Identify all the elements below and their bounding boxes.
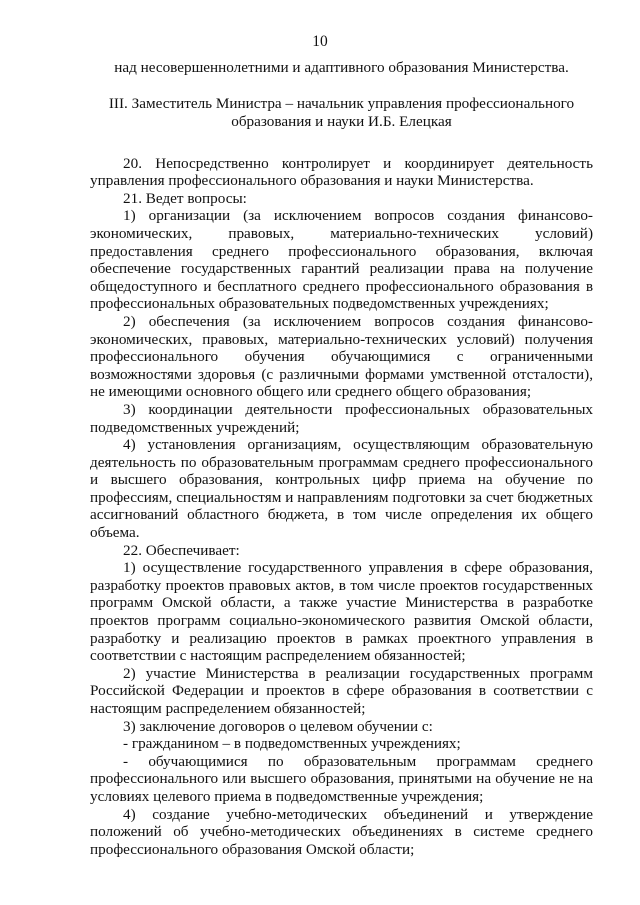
paragraph-22-item-4: 4) создание учебно-методических объединений и утверждение положений об учебно-методических объединениях в системе среднего профессионального образования Омской области; (90, 805, 593, 858)
paragraph-22: 22. Обеспечивает: (123, 541, 240, 559)
paragraph-21-item-1: 1) организации (за исключением вопросов создания финансово-экономических, правовых, материально-технических условий) предоставления среднего профессионального образования, включая обеспечение государственных гарантий реализации права на получение общедоступного и бесплатного среднего профессионального образования в профессиональных образовательных подведомственных учреждениях; (90, 207, 593, 313)
paragraph-21-item-3: 3) координации деятельности профессиональных образовательных подведомственных учреждений; (90, 400, 593, 436)
paragraph-22-item-2: 2) участие Министерства в реализации государственных программ Российской Федерации и проектов в сфере образования в соответствии с настоящим распределением обязанностей; (90, 664, 593, 717)
section-heading (90, 95, 593, 131)
paragraph-21-item-2: 2) обеспечения (за исключением вопросов создания финансово-экономических, правовых, материально-технических условий) получения профессионального обучения обучающимися с ограниченными возможностями здоровья (с различными формами умственной отсталости), не имеющими основного общего или среднего общего образования; (90, 312, 593, 401)
page-number: 10 (312, 33, 328, 50)
section-heading-line-2: образования и науки И.Б. Елецкая (231, 112, 452, 130)
paragraph-20: 20. Непосредственно контролирует и координирует деятельность управления профессионального образования и науки Министерства. (90, 154, 593, 190)
paragraph-21: 21. Ведет вопросы: (123, 189, 247, 207)
paragraph-22-item-3-sub-1: - гражданином – в подведомственных учреждениях; (123, 735, 461, 753)
document-body (90, 59, 593, 858)
paragraph-22-item-1: 1) осуществление государственного управления в сфере образования, разработку проектов правовых актов, в том числе проектов государственных программ Омской области, а также участие Министерства в разработке проектов программ социально-экономического развития Омской области, разработку и реализацию проектов в рамках проектного управления в соответствии с настоящим распределением обязанностей; (90, 559, 593, 665)
paragraph-22-item-3-sub-2: - обучающимися по образовательным программам среднего профессионального или высшего образования, принятыми на обучение не на условиях целевого приема в подведомственные учреждения; (90, 752, 593, 805)
section-heading-line-1: III. Заместитель Министра – начальник управления профессионального (108, 94, 575, 112)
paragraph-21-item-4: 4) установления организациям, осуществляющим образовательную деятельность по образовательным программам среднего профессионального и высшего образования, контрольных цифр приема на обучение по профессиям, специальностям и направлениям подготовки за счет бюджетных ассигнований областного бюджета, в том числе определения их общего объема. (90, 436, 593, 542)
intro-line: над несовершеннолетними и адаптивного образования Министерства. (114, 59, 569, 76)
paragraph-22-item-3: 3) заключение договоров о целевом обучении с: (123, 717, 433, 735)
